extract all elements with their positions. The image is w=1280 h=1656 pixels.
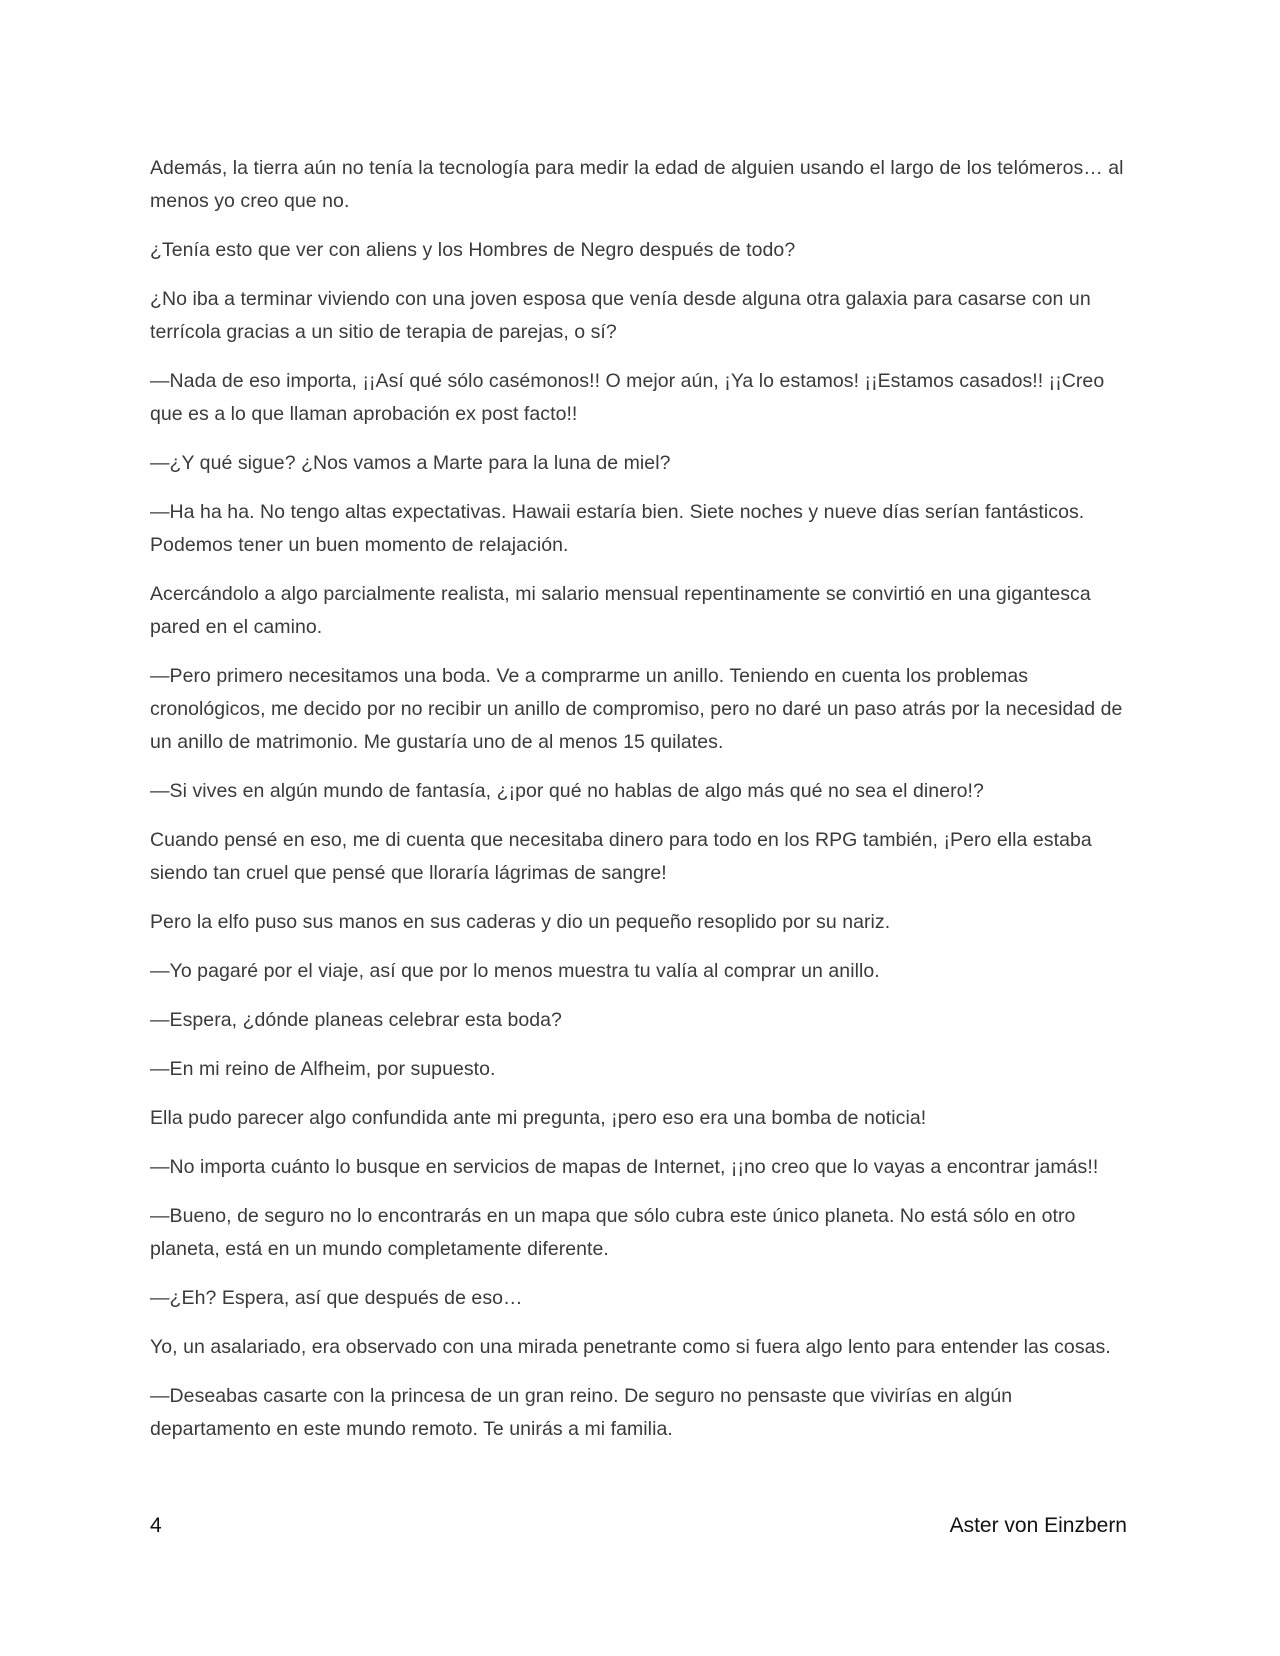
paragraph: —Pero primero necesitamos una boda. Ve a comprarme un anillo. Teniendo en cuenta los problemas cronológicos, me decido por no recibir un anillo de compromiso, pero no daré un paso atrás por la necesidad de un anillo de matrimonio. Me gustaría uno de al menos 15 quilates. xyxy=(150,665,1123,753)
paragraph: Acercándolo a algo parcialmente realista, mi salario mensual repentinamente se convirtió en una gigantesca pared en el camino. xyxy=(150,583,1091,638)
paragraph: Cuando pensé en eso, me di cuenta que necesitaba dinero para todo en los RPG también, ¡Pero ella estaba siendo tan cruel que pensé que lloraría lágrimas de sangre! xyxy=(150,829,1092,884)
page-number: 4 xyxy=(150,1514,162,1537)
paragraph: Ella pudo parecer algo confundida ante mi pregunta, ¡pero eso era una bomba de noticia! xyxy=(150,1107,927,1129)
paragraph: —¿Eh? Espera, así que después de eso… xyxy=(150,1287,523,1309)
paragraph: —Nada de eso importa, ¡¡Así qué sólo casémonos!! O mejor aún, ¡Ya lo estamos! ¡¡Estamos casados!! ¡¡Creo que es a lo que llaman aprobación ex post facto!! xyxy=(150,370,1105,425)
paragraph: —Si vives en algún mundo de fantasía, ¿¡por qué no hablas de algo más qué no sea el dinero!? xyxy=(150,780,984,802)
paragraph: —Yo pagaré por el viaje, así que por lo menos muestra tu valía al comprar un anillo. xyxy=(150,960,880,982)
paragraph: Además, la tierra aún no tenía la tecnología para medir la edad de alguien usando el largo de los telómeros… al menos yo creo que no. xyxy=(150,157,1124,212)
footer-author: Aster von Einzbern xyxy=(949,1514,1127,1537)
paragraph: —En mi reino de Alfheim, por supuesto. xyxy=(150,1058,496,1080)
paragraph: ¿No iba a terminar viviendo con una joven esposa que venía desde alguna otra galaxia para casarse con un terrícola gracias a un sitio de terapia de parejas, o sí? xyxy=(150,288,1091,343)
paragraph: —¿Y qué sigue? ¿Nos vamos a Marte para la luna de miel? xyxy=(150,452,671,474)
paragraph: —Espera, ¿dónde planeas celebrar esta boda? xyxy=(150,1009,562,1031)
paragraph: —Bueno, de seguro no lo encontrarás en un mapa que sólo cubra este único planeta. No está sólo en otro planeta, está en un mundo completamente diferente. xyxy=(150,1205,1076,1260)
paragraph: —Deseabas casarte con la princesa de un gran reino. De seguro no pensaste que vivirías en algún departamento en este mundo remoto. Te unirás a mi familia. xyxy=(150,1385,1013,1440)
page-body xyxy=(150,152,1130,1462)
paragraph: —No importa cuánto lo busque en servicios de mapas de Internet, ¡¡no creo que lo vayas a encontrar jamás!! xyxy=(150,1156,1099,1178)
paragraph: —Ha ha ha. No tengo altas expectativas. Hawaii estaría bien. Siete noches y nueve días serían fantásticos. Podemos tener un buen momento de relajación. xyxy=(150,501,1085,556)
paragraph: Pero la elfo puso sus manos en sus caderas y dio un pequeño resoplido por su nariz. xyxy=(150,911,891,933)
paragraph: Yo, un asalariado, era observado con una mirada penetrante como si fuera algo lento para entender las cosas. xyxy=(150,1336,1111,1358)
paragraph: ¿Tenía esto que ver con aliens y los Hombres de Negro después de todo? xyxy=(150,239,796,261)
